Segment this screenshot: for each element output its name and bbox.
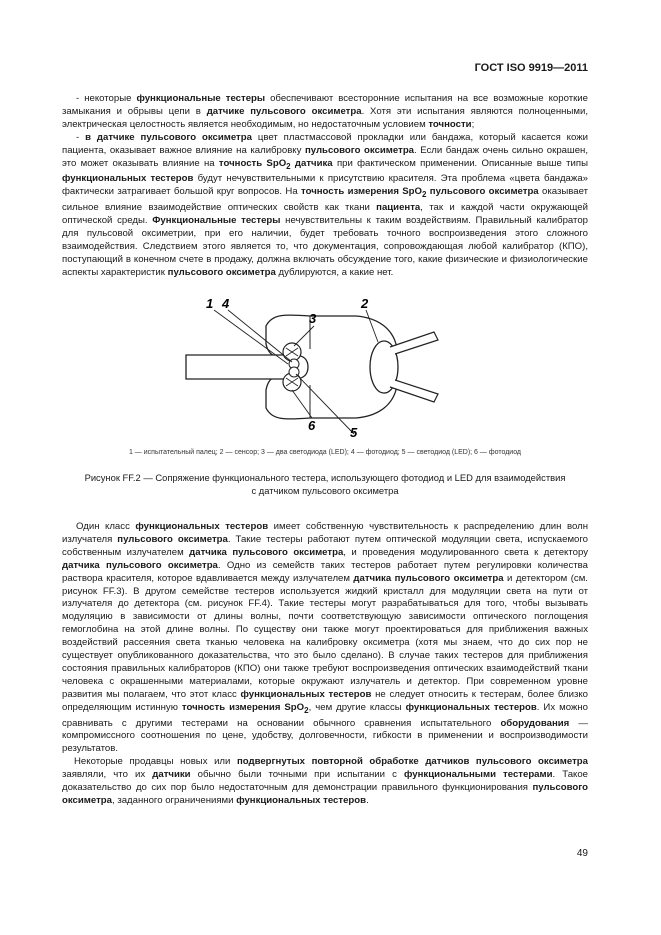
label-5: 5 (350, 425, 358, 440)
paragraph-wiring-tests: - некоторые функциональные тестеры обеспечивают всесторонние испытания на все возможные короткие замыкания и обрывы цепи в датчике пульсового оксиметра. Хотя эти испытания являются полноценными, электрическая целостность является необходимым, но недостаточным условием точности; (62, 93, 588, 130)
cable-upper (390, 332, 438, 354)
figure-legend: 1 — испытательный палец; 2 — сенсор; 3 — два светодиода (LED); 4 — фотодиод; 5 — светодиод (LED); 6 — фотодиод (128, 449, 522, 456)
paragraph-vendor-claims: Некоторые продавцы новых или подвергнутых повторной обработке датчиков пульсового оксиметра заявляли, что их датчики обычно были точными при испытании с функциональными тестерами. Такое доказательство до сих пор было недостаточным для демонстрации правильного функционирования пульсового оксиметра, заданного ограничениями функциональных тестеров. (62, 756, 589, 806)
standard-header: ГОСТ ISO 9919—2011 (474, 62, 588, 74)
intro-block (62, 93, 588, 280)
label-4: 4 (222, 296, 230, 311)
label-2: 2 (361, 296, 369, 311)
body-block (62, 521, 588, 808)
paragraph-bandage-color: - в датчике пульсового оксиметра цвет пластмассовой прокладки или бандажа, который касается кожи пациента, оказывает важное влияние на калибровку пульсового оксиметра. Если бандаж очень сильно окрашен, это может оказывать влияние на точность SpO$_2$ датчика при фактическом применении. Описанные выше типы функциональных тестеров будут нечувствительными к присутствию красителя. Эта проблема «цвета бандажа» фактически затрагивает большой круг вопросов. На точность измерения SpO$_2$ пульсового оксиметра оказывает сильное влияние взаимодействие оптических свойств как ткани пациента, так и каждой части окружающей оптической среды. Функциональные тестеры нечувствительны к таким воздействиям. Правильный калибратор для пульсовой оксиметрии, при его наличии, будет требовать точного воспроизведения этого сложного взаимодействия. Следствием этого является то, что документация, сопровождающая любой калибратор (КПО), поступающий в конечном счете в продажу, должна включать обсуждение того, какие физические и физиологические аспекты характеристик пульсового оксиметра дублируются, а какие нет. (62, 131, 589, 278)
cable-lower (390, 380, 438, 402)
figure-caption: Рисунок FF.2 — Сопряжение функционального тестера, использующего фотодиод и LED для взаимодействия с датчиком пульсового оксиметра (84, 472, 566, 496)
label-3: 3 (309, 311, 317, 326)
tester-diagram (180, 292, 450, 442)
label-6: 6 (308, 418, 316, 433)
label-1: 1 (206, 296, 214, 311)
page-number: 49 (576, 848, 588, 859)
paragraph-modulation-testers: Один класс функциональных тестеров имеет собственную чувствительность к распределению длин волн излучателя пульсового оксиметра. Такие тестеры работают путем оптической модуляции света, испускаемого собственным излучателем датчика пульсового оксиметра, и проведения модулированного света к детектору датчика пульсового оксиметра. Одно из семейств таких тестеров работает путем регулировки количества раствора красителя, которое вдавливается между излучателем датчика пульсового оксиметра и детектором (см. рисунок FF.3). В другом семействе тестеров используется жидкий кристалл для модуляции света на пути от излучателя до детектора (см. рисунок FF.4). Такие тестеры могут разрабатываться для того, чтобы вызывать модуляцию в зависимости от длины волны, почти соответствующую зависимости оптического поглощения гемоглобина на этой длине волны. По существу они также могут проектироваться для приближения важных воздействий рассеяния света тканью человека на калибровку оксиметра (хотя мы знаем, что до сих пор не существует опубликованного доказательства, что это было сделано). В случае таких тестеров для приближения состояния правильных калибраторов (КПО) они также требуют воспроизведения оптических взаимодействий ткани человека с окрашенными материалами, которые окружают излучатель и детектор. При современном уровне развития мы полагаем, что этот класс функциональных тестеров не следует относить к тестерам, более близко определяющим истинную точность измерения SpO$_2$, чем другие классы функциональных тестеров. Их можно сравнивать с другими тестерами на основании обычного сравнения испытательного оборудования — компромиссного соотношения по цене, удобству, долговечности, гибкости в применении и воспроизводимости результатов. (62, 521, 589, 755)
